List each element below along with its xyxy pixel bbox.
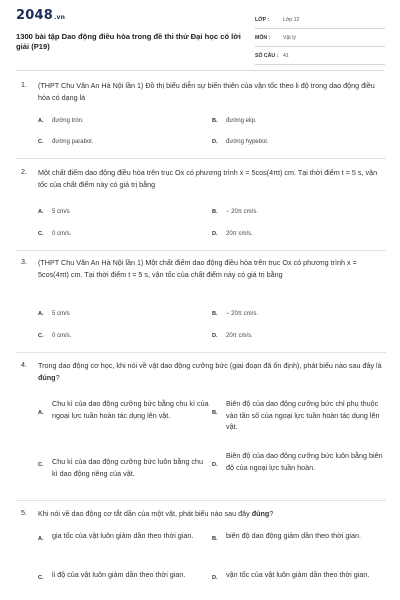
option-b[interactable]: [212, 209, 258, 215]
option-letter: C.: [38, 139, 44, 145]
option-text: đường hypebol.: [226, 139, 269, 145]
option-letter: D.: [212, 575, 218, 581]
option-letter: A.: [38, 118, 44, 124]
option-c[interactable]: [38, 231, 71, 237]
document-title: 1300 bài tập Dao động điều hòa trong đề thi thử Đại học có lời giải (P19): [16, 32, 241, 51]
option-text: li độ của vật luôn giảm dần theo thời gian.: [52, 570, 186, 579]
question-number: 1.: [21, 80, 27, 89]
meta-value: Lớp 12: [283, 17, 300, 23]
page-header: [0, 0, 400, 72]
question-divider: [16, 250, 386, 251]
option-letter: C.: [38, 231, 44, 237]
header-divider: [16, 70, 384, 71]
question-number: 3.: [21, 257, 27, 266]
option-text: đường tròn.: [52, 118, 84, 124]
option-text: Chu kì của dao động cưỡng bức luôn bằng chu kì dao động riêng của vật.: [52, 457, 204, 478]
option-letter: A.: [38, 410, 44, 416]
option-letter: B.: [212, 311, 218, 317]
question-divider: [16, 352, 386, 353]
option-text: Biên độ của dao động cưỡng bức chỉ phụ thuộc vào tần số của ngoại lực tuần hoàn tác dụng lên vật.: [226, 399, 380, 431]
option-letter: D.: [212, 462, 218, 468]
option-letter: B.: [212, 536, 218, 542]
option-c[interactable]: [38, 139, 93, 145]
document-meta: [255, 14, 385, 68]
question-emphasis: đúng: [38, 372, 56, 382]
option-letter: D.: [212, 231, 218, 237]
option-text: biên độ dao động giảm dần theo thời gian.: [226, 531, 361, 540]
option-letter: B.: [212, 410, 218, 416]
logo-text: 2048: [16, 8, 53, 23]
option-letter: C.: [38, 333, 44, 339]
question-divider: [16, 500, 386, 501]
option-text: đường parabol.: [52, 139, 94, 145]
question-text-main: Trong dao động cơ học, khi nói về vật dao động cưỡng bức (giai đoạn đã ổn định), phát biểu nào sau đây là: [38, 361, 382, 370]
question-number: 5.: [21, 508, 27, 517]
question-text: (THPT Chu Văn An Hà Nội lần 1) Một chất điểm dao động điều hòa trên trục Ox có phương trình x = 5cos(4πt) cm. Tại thời điểm t = 5 s, vận tốc của chất điểm này có giá trị bằng: [38, 258, 357, 279]
question-text-end: ?: [269, 509, 274, 518]
option-b[interactable]: [212, 311, 258, 317]
option-d[interactable]: [212, 333, 253, 339]
logo-suffix: .vn: [53, 14, 66, 21]
meta-value: Vật lý: [283, 35, 296, 41]
question-text-main: Khi nói về dao động cơ tắt dần của một vật, phát biểu nào sau đây: [38, 509, 252, 518]
meta-label: LỚP :: [255, 17, 270, 23]
option-letter: D.: [212, 139, 218, 145]
option-text: − 20π cm/s.: [226, 311, 258, 317]
option-a[interactable]: [38, 118, 84, 124]
meta-label: MÔN :: [255, 35, 271, 41]
option-text: Biên độ của dao động cưỡng bức luôn bằng biên độ của ngoại lực tuần hoàn.: [226, 451, 383, 472]
option-letter: D.: [212, 333, 218, 339]
option-letter: A.: [38, 209, 44, 215]
option-d[interactable]: [212, 139, 268, 145]
option-text: vận tốc của vật luôn giảm dần theo thời gian.: [226, 570, 370, 579]
question-text: [38, 508, 386, 520]
option-text: 20π cm/s.: [226, 231, 253, 237]
meta-label: SỐ CÂU :: [255, 53, 279, 59]
option-letter: C.: [38, 462, 44, 468]
site-logo[interactable]: [16, 8, 65, 23]
option-text: 20π cm/s.: [226, 333, 253, 339]
option-c[interactable]: [38, 333, 71, 339]
meta-row-subject: [255, 32, 385, 47]
option-letter: B.: [212, 209, 218, 215]
question-number: 4.: [21, 360, 27, 369]
option-text: 0 cm/s.: [52, 333, 72, 339]
question-number: 2.: [21, 167, 27, 176]
option-letter: B.: [212, 118, 218, 124]
question-text: Một chất điểm dao động điều hòa trên trục Ox có phương trình x = 5cos(4πt) cm. Tại thời điểm t = 5 s, vận tốc của chất điểm này có giá trị bằng: [38, 168, 378, 189]
option-a[interactable]: [38, 311, 70, 317]
meta-row-count: [255, 50, 385, 65]
option-text: 5 cm/s: [52, 209, 70, 215]
option-text: Chu kì của dao động cưỡng bức bằng chu kì của ngoại lực tuần hoàn tác dụng lên vật.: [52, 399, 209, 420]
question-text: [38, 360, 386, 383]
option-text: gia tốc của vật luôn giảm dần theo thời gian.: [52, 531, 194, 540]
option-text: 5 cm/s: [52, 311, 70, 317]
option-letter: C.: [38, 575, 44, 581]
option-letter: A.: [38, 536, 44, 542]
option-letter: A.: [38, 311, 44, 317]
question-text: (THPT Chu Văn An Hà Nội lần 1) Đồ thị biểu diễn sự biến thiên của vận tốc theo li độ trong dao động điều hòa có dạng là: [38, 81, 375, 102]
question-text-end: ?: [55, 372, 60, 382]
option-text: đường elip.: [226, 118, 257, 124]
question-divider: [16, 158, 386, 159]
question-emphasis: đúng: [251, 509, 270, 518]
option-text: 0 cm/s.: [52, 231, 72, 237]
option-a[interactable]: [38, 209, 70, 215]
option-text: − 20π cm/s.: [226, 209, 258, 215]
meta-row-class: [255, 14, 385, 29]
option-d[interactable]: [212, 231, 253, 237]
meta-value: 41: [283, 53, 289, 59]
option-b[interactable]: [212, 118, 257, 124]
